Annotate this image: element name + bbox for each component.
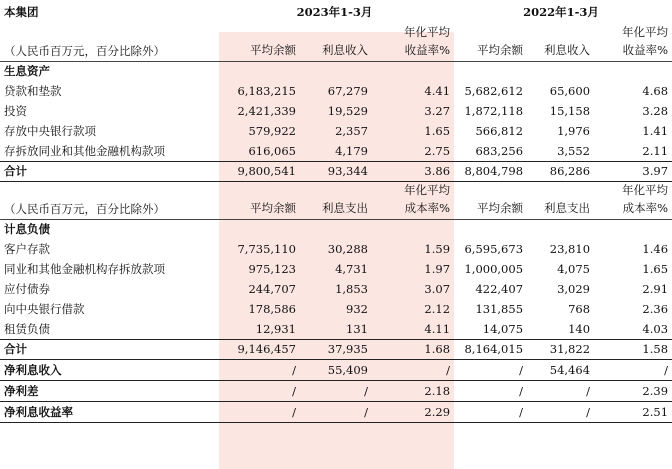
row-label: 客户存款 [4,242,50,256]
cell: 2.75 [424,143,451,158]
row-label: 应付债券 [4,282,50,296]
cell: 65,600 [549,84,591,98]
cell: 1.46 [642,242,669,256]
cell: 23,810 [549,242,591,256]
period-header-row [0,0,672,24]
table-row [0,299,672,319]
cell: 9,800,541 [219,161,300,181]
cell: / [219,359,300,380]
cell: 3.07 [424,282,451,296]
cell: 37,935 [300,339,372,359]
cell: 1.65 [424,124,451,138]
liab-unit-note: （人民币百万元，百分比除外） [0,199,219,219]
cell: 55,409 [300,359,372,380]
cell: 15,158 [549,104,591,118]
cell: 131 [346,321,368,336]
cell: 67,279 [327,84,368,98]
table-title: 本集团 [4,5,39,19]
cell: / [454,359,527,380]
cell: 2.51 [594,401,672,422]
cell: / [372,359,454,380]
cell: / [594,359,672,380]
cell: 6,595,673 [464,242,524,256]
cell: / [454,380,527,401]
assets-col1: 平均余额 [219,41,300,61]
cell: 1,872,118 [464,104,524,118]
row-label: 投资 [4,104,27,118]
cell: 19,529 [327,104,368,118]
cell: 4.03 [642,321,669,336]
cell: / [219,380,300,401]
cell: 932 [346,302,368,316]
liab-col2: 利息支出 [300,199,372,219]
cell: 1.68 [372,339,454,359]
cell: 93,344 [300,161,372,181]
assets-col6-line1: 年化平均 [622,25,669,39]
assets-col3-line2: 收益率% [372,41,454,61]
assets-col3-line1: 年化平均 [404,25,451,39]
table-row [0,239,672,259]
cell: 6,183,215 [237,84,296,98]
cell: 2,357 [335,124,368,138]
liab-section-row [0,219,672,239]
assets-col6-line2: 收益率% [594,41,672,61]
table-row [0,81,672,101]
cell: 3.97 [594,161,672,181]
cell: 4,731 [335,262,368,276]
liab-col3-line1: 年化平均 [404,182,451,197]
cell: 2.29 [372,401,454,422]
table-row [0,279,672,299]
cell: 131,855 [475,302,524,316]
cell: 975,123 [248,262,296,276]
cell: 1.65 [642,262,669,276]
cell: 30,288 [327,242,368,256]
cell: 3.27 [424,104,451,118]
row-label: 向中央银行借款 [4,302,85,316]
cell: 86,286 [527,161,594,181]
cell: 4,075 [557,262,591,276]
assets-total-row [0,161,672,181]
cell: 31,822 [527,339,594,359]
cell: 9,146,457 [219,339,300,359]
cell: 54,464 [527,359,594,380]
row-label: 同业和其他金融机构存拆放款项 [4,262,165,276]
cell: 2.11 [642,143,669,158]
cell: 422,407 [475,282,524,296]
cell: 3,552 [557,143,591,158]
table-row [0,259,672,279]
assets-col2: 利息收入 [300,41,372,61]
cell: 4.11 [424,321,451,336]
cell: 5,682,612 [464,84,524,98]
liab-header-row-2 [0,199,672,219]
cell: 1,976 [557,124,591,138]
liab-col1: 平均余额 [219,199,300,219]
cell: 2,421,339 [237,104,296,118]
row-label: 存拆放同业和其他金融机构款项 [4,143,165,158]
cell: 1.58 [594,339,672,359]
assets-header-row-2 [0,41,672,61]
liab-header-row-1 [0,181,672,199]
cell: 1,000,005 [464,262,524,276]
cell: 244,707 [248,282,296,296]
cell: / [454,401,527,422]
cell: 3.28 [642,104,669,118]
assets-unit-note: （人民币百万元，百分比除外） [0,41,219,61]
assets-header-row-1 [0,24,672,41]
cell: / [300,401,372,422]
table-row [0,141,672,161]
cell: 2.12 [424,302,451,316]
summary-row-net-interest-margin [0,401,672,422]
cell: 178,586 [248,302,296,316]
cell: 1,853 [335,282,368,296]
cell: 4.41 [424,84,451,98]
liab-col5: 利息支出 [527,199,594,219]
liab-col6-line2: 成本率% [594,199,672,219]
row-label: 净利息收入 [0,359,219,380]
cell: 2.36 [642,302,669,316]
cell: / [219,401,300,422]
cell: / [527,380,594,401]
assets-col4: 平均余额 [454,41,527,61]
period-2022: 2022年1-3月 [523,5,599,19]
table-row [0,121,672,141]
cell: 2.39 [594,380,672,401]
cell: 1.41 [642,124,669,138]
cell: 616,065 [248,143,296,158]
row-label: 合计 [0,339,219,359]
assets-section-label: 生息资产 [4,64,50,79]
cell: 2.91 [642,282,669,296]
table-row [0,101,672,121]
row-label: 净利差 [0,380,219,401]
cell: 566,812 [475,124,524,138]
cell: / [300,380,372,401]
cell: 579,922 [248,124,296,138]
liab-col4: 平均余额 [454,199,527,219]
cell: 4.68 [642,84,669,98]
cell: / [527,401,594,422]
cell: 4,179 [335,143,368,158]
row-label: 存放中央银行款项 [4,124,96,138]
table-row [0,319,672,339]
cell: 12,931 [255,321,296,336]
cell: 8,804,798 [454,161,527,181]
cell: 768 [568,302,591,316]
cell: 14,075 [482,321,524,336]
cell: 683,256 [475,143,524,158]
assets-col5: 利息收入 [527,41,594,61]
liab-col6-line1: 年化平均 [622,182,669,197]
cell: 8,164,015 [454,339,527,359]
cell: 140 [568,321,591,336]
liab-total-row [0,339,672,359]
assets-section-row [0,61,672,81]
liab-section-label: 计息负债 [4,222,50,237]
liab-col3-line2: 成本率% [372,199,454,219]
row-label: 净利息收益率 [0,401,219,422]
row-label: 合计 [0,161,219,181]
cell: 3.86 [372,161,454,181]
cell: 7,735,110 [237,242,296,256]
cell: 2.18 [372,380,454,401]
cell: 3,029 [557,282,591,296]
cell: 1.59 [424,242,451,256]
period-2023: 2023年1-3月 [296,5,373,19]
cell: 1.97 [424,262,451,276]
row-label: 贷款和垫款 [4,84,62,98]
summary-row-net-interest-spread [0,380,672,401]
summary-row-net-interest-income [0,359,672,380]
row-label: 租赁负债 [4,321,50,336]
